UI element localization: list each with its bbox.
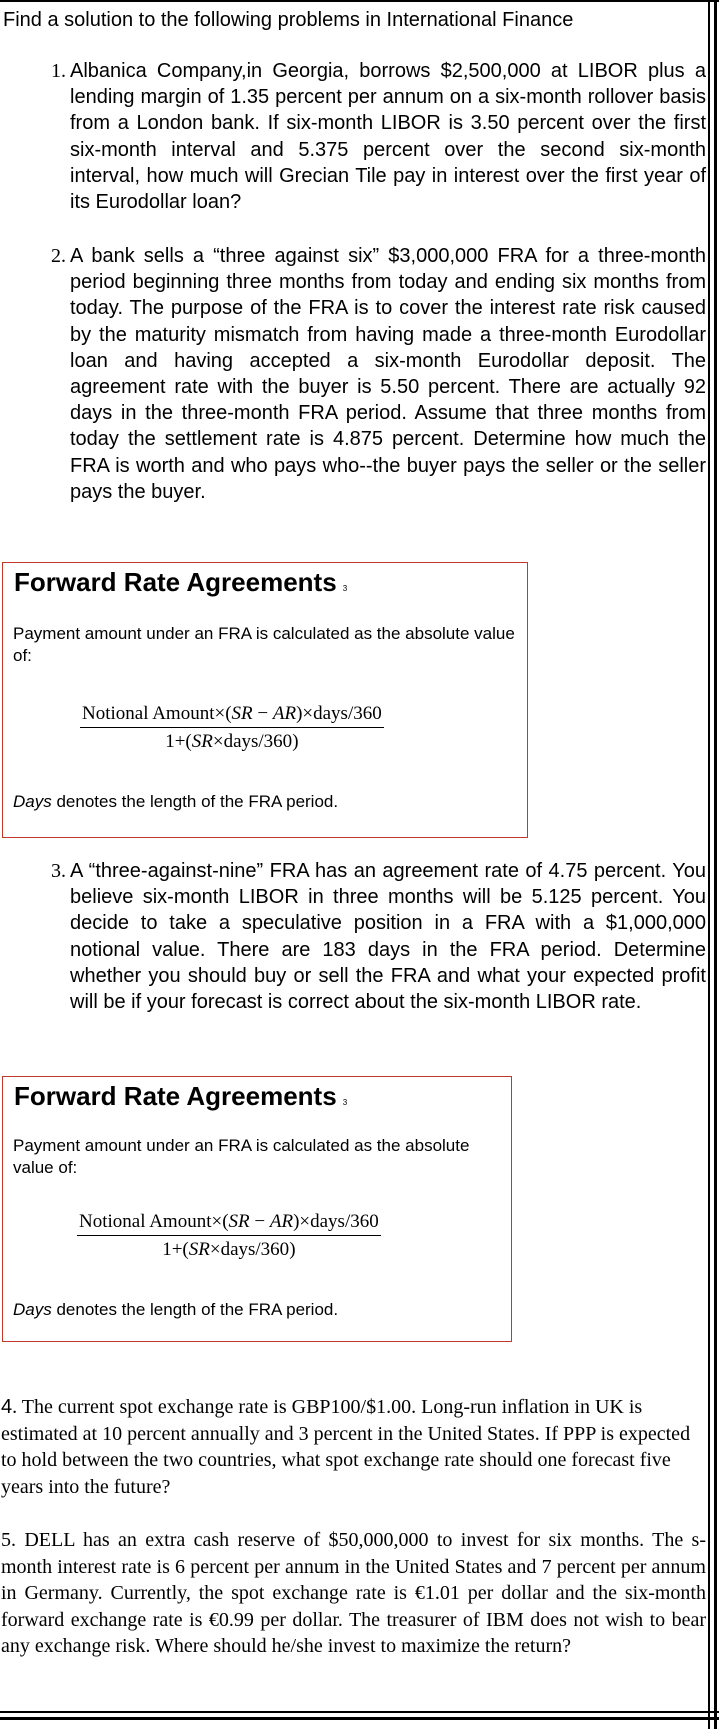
fra-slide-1-title: [14, 567, 347, 598]
fra-slide-2: [2, 1076, 512, 1342]
fra-slide-1-formula-denominator: 1+(SR×days/360): [165, 731, 299, 752]
page-heading: Find a solution to the following problems in International Finance: [3, 9, 574, 31]
problem-3-number: 3.: [51, 860, 66, 882]
fra-slide-1: [2, 562, 528, 838]
page-border-top: [0, 0, 719, 2]
page-border-bottom-outer: [0, 1717, 719, 1720]
fra-slide-1-formula: [80, 703, 384, 753]
problem-1-text: Albanica Company,in Georgia, borrows $2,500,000 at LIBOR plus a lending margin of 1.35 percent per annum on a six-month rollover basis from a London bank. If six-month LIBOR is 3.50 percent over the first six-month interval and 5.375 percent over the second six-month interval, how much will Grecian Tile pay in interest over the first year of its Eurodollar loan?: [70, 60, 706, 214]
fra-slide-1-intro: Payment amount under an FRA is calculated as the absolute value of:: [13, 624, 515, 665]
fra-slide-1-formula-numerator: Notional Amount×(SR − AR)×days/360: [80, 703, 384, 728]
fra-slide-2-intro: Payment amount under an FRA is calculated as the absolute value of:: [13, 1136, 470, 1177]
problem-2: [51, 243, 706, 505]
fra-slide-2-note: Days denotes the length of the FRA period.: [13, 1300, 339, 1319]
page-border-right-inner: [708, 0, 710, 1729]
fra-slide-1-note: Days denotes the length of the FRA period.: [13, 792, 339, 811]
problem-5: 5. DELL has an extra cash reserve of $50,000,000 to invest for six months. The s-month interest rate is 6 percent per annum in the United States and 7 percent per annum in Germany. Currently, the spot exchange rate is €1.01 per dollar and the six-month forward exchange rate is €0.99 per dollar. The treasurer of IBM does not wish to bear any exchange risk. Where should he/she invest to maximize the return?: [1, 1529, 706, 1658]
problem-1: [51, 58, 706, 215]
fra-slide-2-formula: [77, 1211, 381, 1261]
fra-slide-2-formula-numerator: Notional Amount×(SR − AR)×days/360: [77, 1211, 381, 1236]
fra-slide-2-formula-denominator: 1+(SR×days/360): [162, 1239, 296, 1260]
fra-slide-2-title: [14, 1081, 347, 1112]
problem-4: [1, 1394, 706, 1500]
problem-2-number: 2.: [51, 245, 66, 267]
fra-slide-1-title-text: Forward Rate Agreements: [14, 567, 337, 597]
problem-4-text: . The current spot exchange rate is GBP100/$1.00. Long-run inflation in UK is estimated at 10 percent annually and 3 percent in the United States. If PPP is expected to hold between the two countries, what spot exchange rate should one forecast five years into the future?: [1, 1396, 691, 1498]
page-border-bottom-inner: [0, 1711, 719, 1713]
problem-3: [51, 858, 706, 1015]
problem-2-text: A bank sells a “three against six” $3,000,000 FRA for a three-month period beginning three months from today and ending six months from today. The purpose of the FRA is to cover the interest rate risk caused by the maturity mismatch from having made a three-month Eurodollar loan and having accepted a six-month Eurodollar deposit. The agreement rate with the buyer is 5.50 percent. There are actually 92 days in the three-month FRA period. Assume that three months from today the settlement rate is 4.875 percent. Determine how much the FRA is worth and who pays who--the buyer pays the seller or the seller pays the buyer.: [70, 245, 706, 503]
problem-4-number: 4: [1, 1396, 13, 1418]
problem-1-number: 1.: [51, 60, 66, 82]
fra-slide-2-number: 3: [342, 1098, 348, 1107]
fra-slide-2-title-text: Forward Rate Agreements: [14, 1081, 337, 1111]
page-border-right-outer: [714, 0, 717, 1729]
problem-3-text: A “three-against-nine” FRA has an agreement rate of 4.75 percent. You believe six-month LIBOR in three months will be 5.125 percent. You decide to take a speculative position in a FRA with a $1,000,000 notional value. There are 183 days in the FRA period. Determine whether you should buy or sell the FRA and what your expected profit will be if your forecast is correct about the six-month LIBOR rate.: [70, 860, 706, 1014]
fra-slide-1-number: 3: [342, 584, 348, 593]
